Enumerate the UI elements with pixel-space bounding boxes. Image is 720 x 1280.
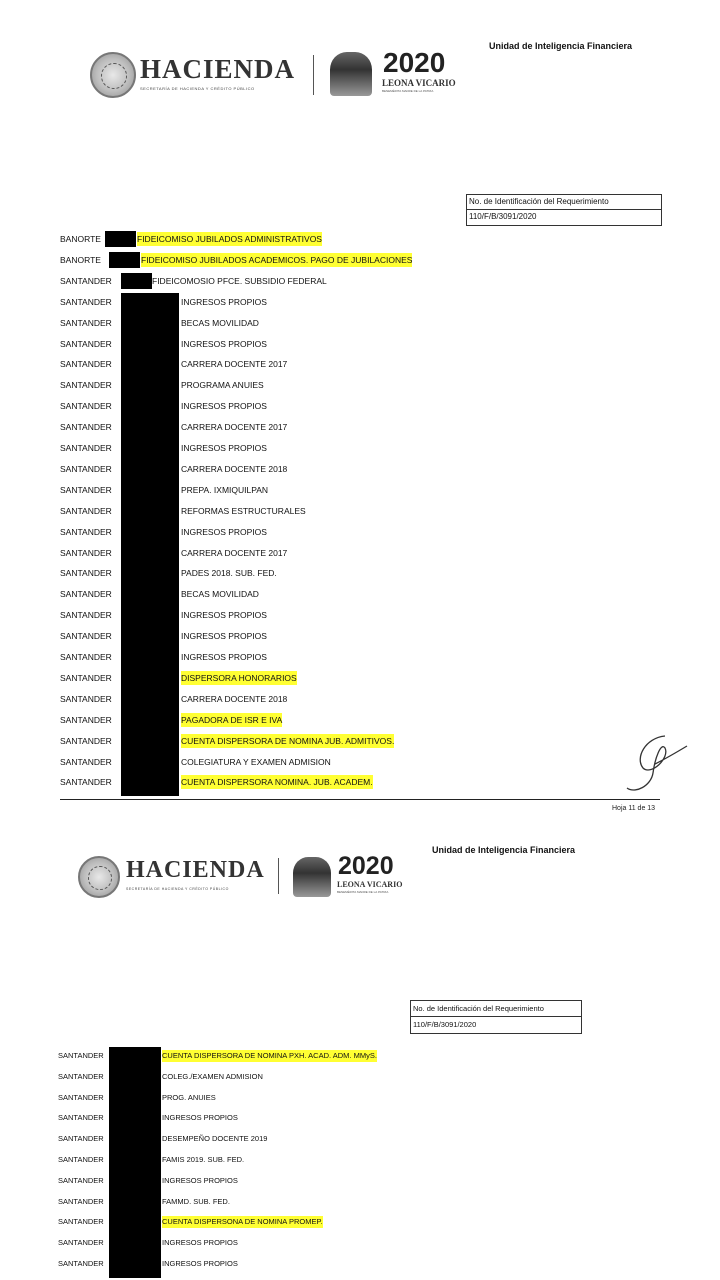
account-row [60, 608, 680, 629]
redaction-box [121, 773, 179, 796]
year-label: 2020 [383, 47, 446, 78]
bank-name: SANTANDER [58, 1155, 104, 1164]
bank-name: SANTANDER [60, 652, 112, 662]
document-page-2 [0, 835, 720, 1280]
account-row [60, 775, 680, 796]
page-number: Hoja 11 de 13 [612, 805, 656, 812]
redaction-box [121, 418, 179, 441]
account-description: INGRESOS PROPIOS [162, 1175, 238, 1185]
redaction-box [121, 544, 179, 567]
redaction-box [109, 252, 140, 268]
honoree-label: LEONA VICARIO [337, 880, 403, 889]
redaction-box [109, 1213, 161, 1236]
account-row [60, 357, 680, 378]
redaction-box [121, 564, 179, 587]
unit-title: Unidad de Inteligencia Financiera [432, 845, 576, 855]
requirement-id-value: 110/F/B/3091/2020 [413, 1020, 477, 1029]
bank-name: SANTANDER [60, 631, 112, 642]
bank-name: SANTANDER [60, 714, 112, 725]
account-row [60, 274, 680, 295]
redaction-box [109, 1130, 161, 1153]
bank-name: SANTANDER [60, 547, 112, 558]
leona-vicario-portrait-icon [330, 52, 372, 96]
bank-name: SANTANDER [60, 756, 112, 767]
account-row [60, 295, 680, 316]
account-description: CARRERA DOCENTE 2017 [181, 359, 288, 370]
bank-name: BANORTE [60, 234, 101, 244]
bank-name: SANTANDER [60, 317, 112, 328]
account-description: INGRESOS PROPIOS [181, 652, 267, 662]
account-row [60, 420, 680, 441]
mexico-seal-icon [90, 52, 136, 98]
redaction-box [109, 1151, 161, 1174]
account-description: CARRERA DOCENTE 2018 [181, 693, 288, 704]
bank-name: SANTANDER [60, 693, 112, 704]
bank-name: SANTANDER [58, 1217, 104, 1227]
bank-name: SANTANDER [60, 275, 112, 286]
logo-divider [278, 858, 279, 894]
account-row [60, 253, 680, 274]
year-label: 2020 [338, 852, 394, 880]
account-row [60, 462, 680, 483]
redaction-box [121, 502, 179, 525]
bank-name: SANTANDER [58, 1238, 104, 1248]
redaction-box [121, 314, 179, 337]
account-description: COLEGIATURA Y EXAMEN ADMISION [181, 756, 331, 767]
redaction-box [121, 753, 179, 776]
highlighted-account-description: PAGADORA DE ISR E IVA [181, 714, 283, 725]
bank-name: SANTANDER [60, 610, 112, 621]
account-row [60, 399, 680, 420]
requirement-id-value: 110/F/B/3091/2020 [469, 212, 537, 221]
bank-name: SANTANDER [60, 777, 112, 788]
account-description: BECAS MOVILIDAD [181, 317, 259, 328]
bank-name: SANTANDER [60, 568, 112, 579]
account-description: CARRERA DOCENTE 2017 [181, 547, 288, 558]
redaction-box [121, 606, 179, 629]
logo-divider [313, 55, 314, 95]
bank-name: SANTANDER [60, 338, 112, 349]
bank-name: SANTANDER [60, 672, 112, 683]
bank-name: SANTANDER [60, 296, 112, 307]
account-description: INGRESOS PROPIOS [181, 296, 267, 307]
bank-name: SANTANDER [60, 589, 112, 600]
redaction-box [105, 231, 136, 247]
redaction-box [121, 460, 179, 483]
bank-name: BANORTE [60, 254, 101, 265]
account-row [60, 755, 680, 776]
account-description: INGRESOS PROPIOS [162, 1238, 238, 1248]
account-row [58, 1258, 678, 1279]
unit-title: Unidad de Inteligencia Financiera [489, 41, 633, 51]
account-description: INGRESOS PROPIOS [162, 1113, 238, 1123]
redaction-box [121, 481, 179, 504]
requirement-id-box [466, 194, 662, 226]
redaction-box [109, 1193, 161, 1216]
account-row [60, 671, 680, 692]
bank-name: SANTANDER [60, 380, 112, 391]
account-description: INGRESOS PROPIOS [181, 526, 267, 537]
account-description: PROGRAMA ANUIES [181, 380, 264, 391]
hacienda-subtitle: SECRETARÍA DE HACIENDA Y CRÉDITO PÚBLICO [126, 887, 229, 891]
bank-name: SANTANDER [58, 1051, 104, 1060]
account-description: PADES 2018. SUB. FED. [181, 568, 277, 579]
bank-name: SANTANDER [60, 526, 112, 537]
account-description: INGRESOS PROPIOS [181, 443, 267, 453]
bank-name: SANTANDER [60, 422, 112, 433]
bank-name: SANTANDER [60, 735, 112, 746]
redaction-box [121, 732, 179, 755]
bank-name: SANTANDER [58, 1259, 104, 1268]
account-row [60, 504, 680, 525]
redaction-box [121, 648, 179, 671]
account-row [60, 337, 680, 358]
bank-name: SANTANDER [58, 1071, 104, 1081]
signature-icon [615, 728, 690, 798]
honoree-label: LEONA VICARIO [382, 78, 456, 88]
highlighted-account-description: CUENTA DISPERSORA DE NOMINA JUB. ADMITIVOS. [181, 735, 395, 746]
account-row [60, 566, 680, 587]
highlighted-account-description: CUENTA DISPERSORA DE NOMINA PXH. ACAD. ADM. MMyS. [162, 1051, 377, 1060]
bank-name: SANTANDER [58, 1134, 104, 1144]
account-description: INGRESOS PROPIOS [181, 338, 267, 349]
mexico-seal-icon [78, 856, 120, 898]
redaction-box [121, 293, 179, 316]
redaction-box [121, 627, 179, 650]
account-row [60, 546, 680, 567]
account-row [60, 713, 680, 734]
highlighted-account-description: CUENTA DISPERSONA DE NOMINA PROMEP. [162, 1217, 323, 1227]
redaction-box [109, 1234, 161, 1257]
account-description: COLEG./EXAMEN ADMISION [162, 1071, 263, 1081]
account-description: INGRESOS PROPIOS [162, 1259, 238, 1268]
account-row [60, 525, 680, 546]
highlighted-account-description: DISPERSORA HONORARIOS [181, 672, 297, 683]
redaction-box [121, 439, 179, 462]
account-description: FAMMD. SUB. FED. [162, 1196, 230, 1206]
account-description: REFORMAS ESTRUCTURALES [181, 505, 306, 516]
redaction-box [109, 1047, 161, 1070]
account-row [60, 692, 680, 713]
redaction-box [109, 1068, 161, 1091]
account-description: CARRERA DOCENTE 2017 [181, 422, 288, 433]
account-row [60, 483, 680, 504]
account-row [60, 734, 680, 755]
bank-name: SANTANDER [58, 1113, 104, 1123]
bank-name: SANTANDER [60, 463, 112, 474]
honoree-subtitle: BENEMÉRITA MADRE DE LA PATRIA [337, 890, 389, 894]
account-row [60, 650, 680, 671]
redaction-box [121, 690, 179, 713]
redaction-box [109, 1172, 161, 1195]
redaction-box [121, 335, 179, 358]
redaction-box [121, 585, 179, 608]
account-description: INGRESOS PROPIOS [181, 610, 267, 621]
redaction-box [121, 669, 179, 692]
hacienda-wordmark: HACIENDA [126, 857, 265, 883]
requirement-id-box [410, 1000, 582, 1034]
redaction-box [109, 1109, 161, 1132]
highlighted-account-description: FIDEICOMISO JUBILADOS ACADEMICOS. PAGO DE JUBILACIONES [141, 254, 413, 265]
account-description: FIDEICOMOSIO PFCE. SUBSIDIO FEDERAL [152, 275, 327, 286]
bank-name: SANTANDER [60, 443, 112, 453]
account-row [60, 232, 680, 253]
bank-name: SANTANDER [58, 1092, 104, 1102]
honoree-subtitle: BENEMÉRITA MADRE DE LA PATRIA [382, 89, 434, 93]
account-description: CARRERA DOCENTE 2018 [181, 463, 288, 474]
redaction-box [121, 355, 179, 378]
account-description: DESEMPEÑO DOCENTE 2019 [162, 1134, 268, 1144]
account-row [60, 587, 680, 608]
bank-name: SANTANDER [58, 1196, 104, 1206]
bank-name: SANTANDER [60, 401, 112, 412]
highlighted-account-description: CUENTA DISPERSORA NOMINA. JUB. ACADEM. [181, 777, 373, 788]
redaction-box [121, 397, 179, 420]
hacienda-subtitle: SECRETARÍA DE HACIENDA Y CRÉDITO PÚBLICO [140, 86, 255, 91]
bank-name: SANTANDER [60, 505, 112, 516]
account-description: INGRESOS PROPIOS [181, 401, 267, 412]
account-row [60, 441, 680, 462]
account-description: PROG. ANUIES [162, 1092, 216, 1102]
footer-rule [60, 799, 660, 800]
account-row [60, 378, 680, 399]
requirement-id-label: No. de Identificación del Requerimiento [411, 1001, 581, 1017]
redaction-box [121, 523, 179, 546]
requirement-id-label: No. de Identificación del Requerimiento [467, 195, 661, 210]
redaction-box [109, 1255, 161, 1278]
account-description: PREPA. IXMIQUILPAN [181, 484, 269, 495]
account-row [60, 629, 680, 650]
highlighted-account-description: FIDEICOMISO JUBILADOS ADMINISTRATIVOS [137, 234, 322, 244]
bank-name: SANTANDER [58, 1175, 104, 1185]
account-row [60, 316, 680, 337]
redaction-box [121, 711, 179, 734]
redaction-box [121, 273, 152, 289]
leona-vicario-portrait-icon [293, 857, 331, 897]
hacienda-wordmark: HACIENDA [140, 54, 296, 84]
redaction-box [121, 376, 179, 399]
bank-name: SANTANDER [60, 359, 112, 370]
account-description: INGRESOS PROPIOS [181, 631, 267, 642]
redaction-box [109, 1089, 161, 1112]
account-description: BECAS MOVILIDAD [181, 589, 259, 600]
account-description: FAMIS 2019. SUB. FED. [162, 1155, 245, 1164]
bank-name: SANTANDER [60, 484, 112, 495]
